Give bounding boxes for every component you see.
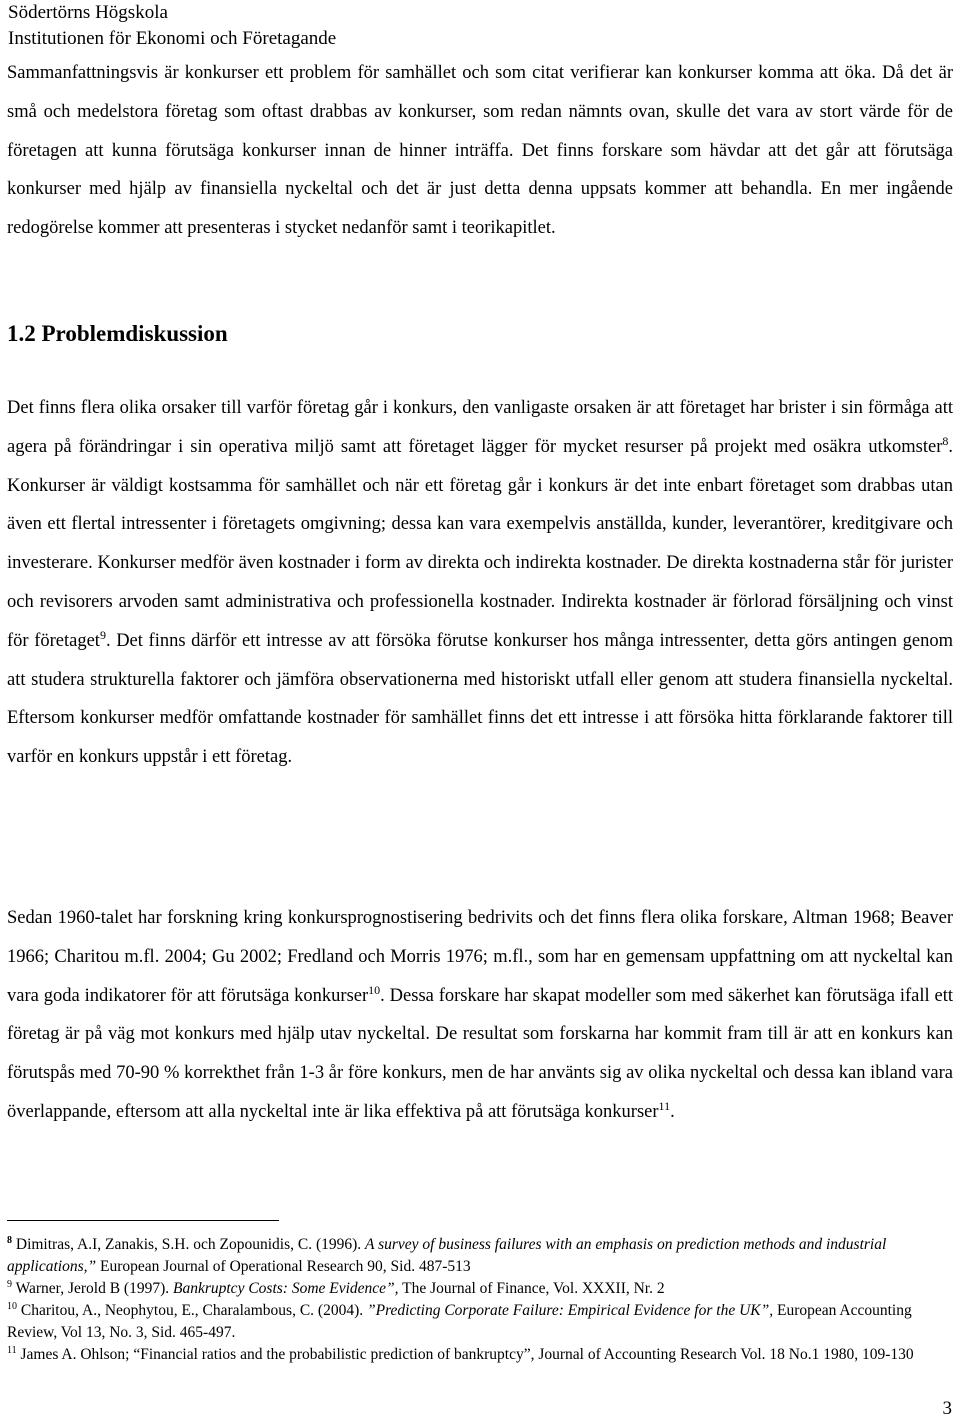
- footnote-number: 9: [7, 1278, 12, 1290]
- footnote-item: [7, 1300, 953, 1344]
- footnote-source: European Accounting Review, Vol 13, No. 3, Sid. 465-497.: [7, 1302, 912, 1341]
- footnote-title: Bankruptcy Costs: Some Evidence”,: [173, 1280, 399, 1297]
- section-heading: 1.2 Problemdiskussion: [7, 321, 228, 346]
- paragraph-text: . Dessa forskare har skapat modeller som med säkerhet kan förutsäga ifall ett företag är på väg mot konkurs med hjälp utav nyckeltal. De resultat som forskarna har kommit fram till är att en konkurs kan förutspås med 70-90 % korrekthet från 1-3 år före konkurs, men de har använts sig av olika nyckeltal och dessa kan ibland vara överlappande, eftersom att alla nyckeltal inte är lika effektiva på att förutsäga konkurser: [7, 985, 953, 1122]
- footnote-item: [7, 1278, 953, 1300]
- footnote-text: Dimitras, A.I, Zanakis, S.H. och Zopounidis, C. (1996).: [12, 1236, 366, 1253]
- footnote-number: 11: [7, 1344, 17, 1356]
- school-name: Södertörns Högskola: [8, 2, 168, 23]
- paragraph-text: Sammanfattningsvis är konkurser ett problem för samhället och som citat verifierar kan konkurser komma att öka. Då det är små och medelstora företag som oftast drabbas av konkurser, som redan nämnts ovan, skulle det vara av stort värde för de företagen att kunna förutsäga konkurser innan de hinner inträffa. Det finns forskare som hävdar att det går att förutsäga konkurser med hjälp av finansiella nyckeltal och det är just detta denna uppsats kommer att behandla. En mer ingående redogörelse kommer att presenteras i stycket nedanför samt i teorikapitlet.: [7, 63, 953, 239]
- paragraph-text: Sedan 1960-talet har forskning kring konkursprognostisering bedrivits och det finns flera olika forskare, Altman 1968; Beaver 1966; Charitou m.fl. 2004; Gu 2002; Fredland och Morris 1976; m.fl., som har en gemensam uppfattning om att nyckeltal kan vara goda indikatorer för att förutsäga konkurser: [7, 908, 953, 1006]
- footnote-text: Warner, Jerold B (1997).: [12, 1280, 173, 1297]
- page-number: 3: [942, 1398, 952, 1419]
- footnote-ref[interactable]: 8: [942, 433, 949, 448]
- footnote-ref[interactable]: 11: [658, 1098, 671, 1113]
- footnote-ref[interactable]: 9: [99, 627, 106, 642]
- footnote-text: James A. Ohlson; “Financial ratios and the probabilistic prediction of bankruptcy”, Journal of Accounting Research Vol. 18 No.1 1980, 109-130: [16, 1346, 914, 1363]
- paragraph-text: .: [670, 1101, 675, 1122]
- paragraph-problem-discussion: [7, 389, 953, 777]
- document-header: [8, 0, 336, 52]
- department-name: Institutionen för Ekonomi och Företagande: [8, 28, 337, 49]
- footnote-source: European Journal of Operational Research 90, Sid. 487-513: [96, 1258, 471, 1275]
- footnote-source: The Journal of Finance, Vol. XXXII, Nr. 2: [398, 1280, 665, 1297]
- footnote-ref[interactable]: 10: [368, 982, 381, 997]
- paragraph-text: . Det finns därför ett intresse av att försöka förutse konkurser hos många intressenter, detta görs antingen genom att studera strukturella faktorer och jämföra observationerna med historiskt utfall eller genom att studera finansiella nyckeltal. Eftersom konkurser medför omfattande kostnader för samhället finns det ett intresse i att försöka hitta förklarande faktorer till varför en konkurs uppstår i ett företag.: [7, 630, 953, 768]
- footnote-separator: [7, 1220, 279, 1221]
- paragraph-research-history: [7, 899, 953, 1132]
- paragraph-intro-summary: [7, 54, 953, 248]
- footnote-item: [7, 1234, 953, 1278]
- footnote-title: A survey of business failures with an emphasis on prediction methods and industrial applications,”: [7, 1236, 887, 1275]
- footnote-text: Charitou, A., Neophytou, E., Charalambous, C. (2004).: [17, 1302, 367, 1319]
- paragraph-text: Det finns flera olika orsaker till varför företag går i konkurs, den vanligaste orsaken är att företaget har brister i sin förmåga att agera på förändringar i sin operativa miljö samt att företaget lägger för mycket resurser på projekt med osäkra utkomster: [7, 398, 953, 457]
- footnote-number: 10: [7, 1300, 17, 1312]
- footnote-title: ”Predicting Corporate Failure: Empirical Evidence for the UK”,: [367, 1302, 774, 1319]
- footnote-item: [7, 1344, 953, 1366]
- paragraph-text: . Konkurser är väldigt kostsamma för samhället och när ett företag går i konkurs är det inte enbart företaget som drabbas utan även ett flertal intressenter i företagets omgivning; dessa kan vara exempelvis anställda, kunder, leverantörer, kreditgivare och investerare. Konkurser medför även kostnader i form av direkta och indirekta kostnader. De direkta kostnaderna står för jurister och revisorers arvoden samt administrativa och professionella kostnader. Indirekta kostnader är förlorad försäljning och vinst för företaget: [7, 436, 953, 651]
- footnote-number: 8: [7, 1234, 12, 1246]
- footnotes: [7, 1234, 953, 1366]
